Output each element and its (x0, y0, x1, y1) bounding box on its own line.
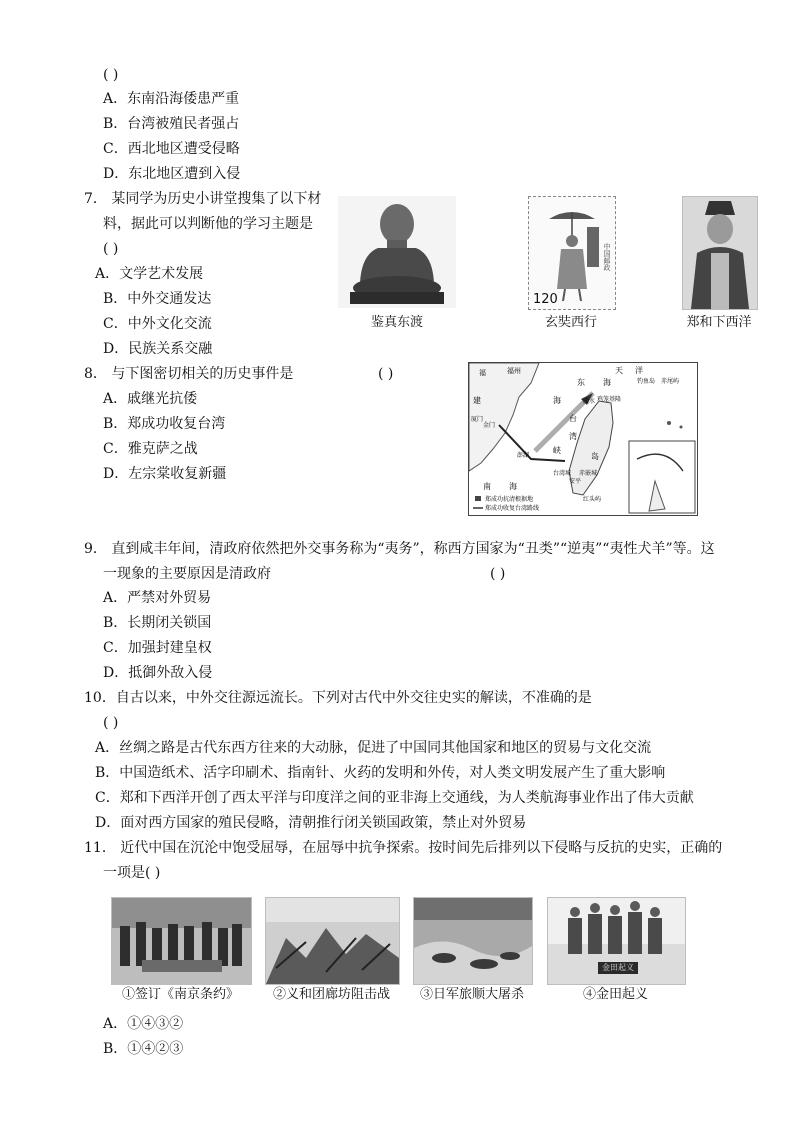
map-label: 海 (553, 396, 561, 405)
caption-nanjing-treaty: ①签订《南京条约》 (121, 987, 239, 1002)
q9-stem-line2: 一现象的主要原因是清政府 (103, 566, 271, 582)
q7-option-b: B．中外交通发达 (103, 291, 212, 307)
langfang-battle-image (265, 897, 400, 985)
map-label: 台 (569, 414, 577, 423)
zhenghe-portrait-image (682, 196, 758, 310)
map-label: 红头屿 (583, 496, 602, 503)
map-label: 福州 (507, 367, 521, 375)
map-label: 赤嵌城 (579, 470, 598, 477)
map-label: 岛 (591, 452, 599, 461)
caption-jintian-uprising: ④金田起义 (582, 987, 648, 1002)
caption-zhenghe: 郑和下西洋 (686, 315, 752, 330)
q9-option-a: A．严禁对外贸易 (103, 590, 212, 606)
q6-option-c: C．西北地区遭受侵略 (103, 141, 240, 157)
map-legend-route: 郑成功收复台湾路线 (485, 505, 540, 512)
caption-jianzhen: 鉴真东渡 (370, 315, 423, 330)
map-label: 厦门 (471, 416, 484, 423)
q7-option-a: A．文学艺术发展 (95, 266, 204, 282)
map-label: 福 (479, 369, 486, 377)
map-label: 澎湖 (517, 452, 530, 459)
stamp-value: 120 (533, 292, 558, 307)
q10-option-a: A．丝绸之路是古代东西方往来的大动脉，促进了中国同其他国家和地区的贸易与文化交流 (95, 740, 652, 756)
q7-answer-paren: ( ) (103, 241, 119, 257)
q8-stem: 8． 与下图密切相关的历史事件是 (84, 366, 294, 382)
q8-option-a: A．戚继光抗倭 (103, 391, 198, 407)
jintian-plaque: 金田起义 (602, 963, 634, 972)
caption-lushun-massacre: ③日军旅顺大屠杀 (419, 987, 524, 1002)
map-label: 鸡笼 (597, 396, 610, 403)
q11-option-a: A．①④③② (103, 1016, 184, 1032)
map-label: 建 (473, 396, 481, 405)
caption-xuanzang: 玄奘西行 (544, 315, 597, 330)
map-label: 湾 (569, 432, 577, 441)
q8-answer-paren: ( ) (378, 366, 394, 382)
q8-option-d: D．左宗棠收复新疆 (103, 466, 227, 482)
map-label: 峡 (553, 446, 561, 455)
lushun-massacre-image (413, 897, 533, 985)
q10-stem: 10．自古以来，中外交往源远流长。下列对古代中外交往史实的解读，不准确的是 (84, 690, 592, 706)
map-legend-base: 郑成功抗清根据地 (485, 496, 534, 503)
map-label: 台湾城 (553, 470, 572, 477)
q6-option-a: A．东南沿海倭患严重 (103, 91, 240, 107)
map-label: 东 (577, 378, 585, 387)
q10-option-c: C．郑和下西洋开创了西太平洋与印度洋之间的亚非海上交通线，为人类航海事业作出了伟大贡献 (95, 790, 694, 806)
q6-option-d: D．东北地区遭到入侵 (103, 166, 241, 182)
q7-stem-line1: 7． 某同学为历史小讲堂搜集了以下材 (84, 191, 322, 207)
jianzhen-statue-image (338, 196, 456, 308)
taiwan-map (468, 362, 698, 516)
q9-option-c: C．加强封建皇权 (103, 640, 212, 656)
q9-option-d: D．抵御外敌入侵 (103, 665, 213, 681)
q10-option-b: B．中国造纸术、活字印刷术、指南针、火药的发明和外传，对人类文明发展产生了重大影响 (95, 765, 666, 781)
q10-option-d: D．面对西方国家的殖民侵略，清朝推行闭关锁国政策，禁止对外贸易 (95, 815, 527, 831)
map-label: 南 (483, 482, 491, 491)
map-label: 淡水 (583, 398, 596, 405)
q8-option-c: C．雅克萨之战 (103, 441, 198, 457)
map-label: 钓鱼岛 (637, 378, 656, 385)
q11-option-b: B．①④②③ (103, 1041, 184, 1057)
q6-answer-paren: ( ) (103, 67, 119, 83)
q9-stem-line1: 9． 直到咸丰年间，清政府依然把外交事务称为“夷务”，称西方国家为“丑类”“逆夷”“夷性犬羊”等。这 (84, 541, 715, 557)
map-label: 天 (615, 366, 623, 375)
q11-stem-line1: 11． 近代中国在沉沦中饱受屈辱，在屈辱中抗争探索。按时间先后排列以下侵略与反抗的史实，正确的 (84, 840, 723, 856)
nanjing-treaty-image (111, 897, 252, 985)
q9-answer-paren: ( ) (490, 566, 506, 582)
map-label: 安平 (569, 478, 582, 485)
map-label: 洋 (635, 366, 643, 375)
q9-option-b: B．长期闭关锁国 (103, 615, 212, 631)
map-label: 基隆 (609, 396, 622, 403)
map-label: 金门 (483, 422, 496, 429)
q11-stem-line2: 一项是( ) (103, 865, 161, 881)
map-label: 赤尾屿 (661, 378, 680, 385)
xuanzang-stamp-image (528, 196, 616, 310)
q8-option-b: B．郑成功收复台湾 (103, 416, 226, 432)
q10-answer-paren: ( ) (103, 715, 119, 731)
map-label: 海 (509, 482, 517, 491)
q7-option-d: D．民族关系交融 (103, 341, 213, 357)
q7-stem-line2: 料，据此可以判断他的学习主题是 (103, 216, 313, 232)
caption-langfang-battle: ②义和团廊坊阻击战 (272, 987, 390, 1002)
jintian-uprising-image (547, 897, 686, 985)
q6-option-b: B．台湾被殖民者强占 (103, 116, 240, 132)
q7-option-c: C．中外文化交流 (103, 316, 212, 332)
map-label: 海 (603, 378, 611, 387)
stamp-text: 中国邮政 (603, 243, 611, 271)
